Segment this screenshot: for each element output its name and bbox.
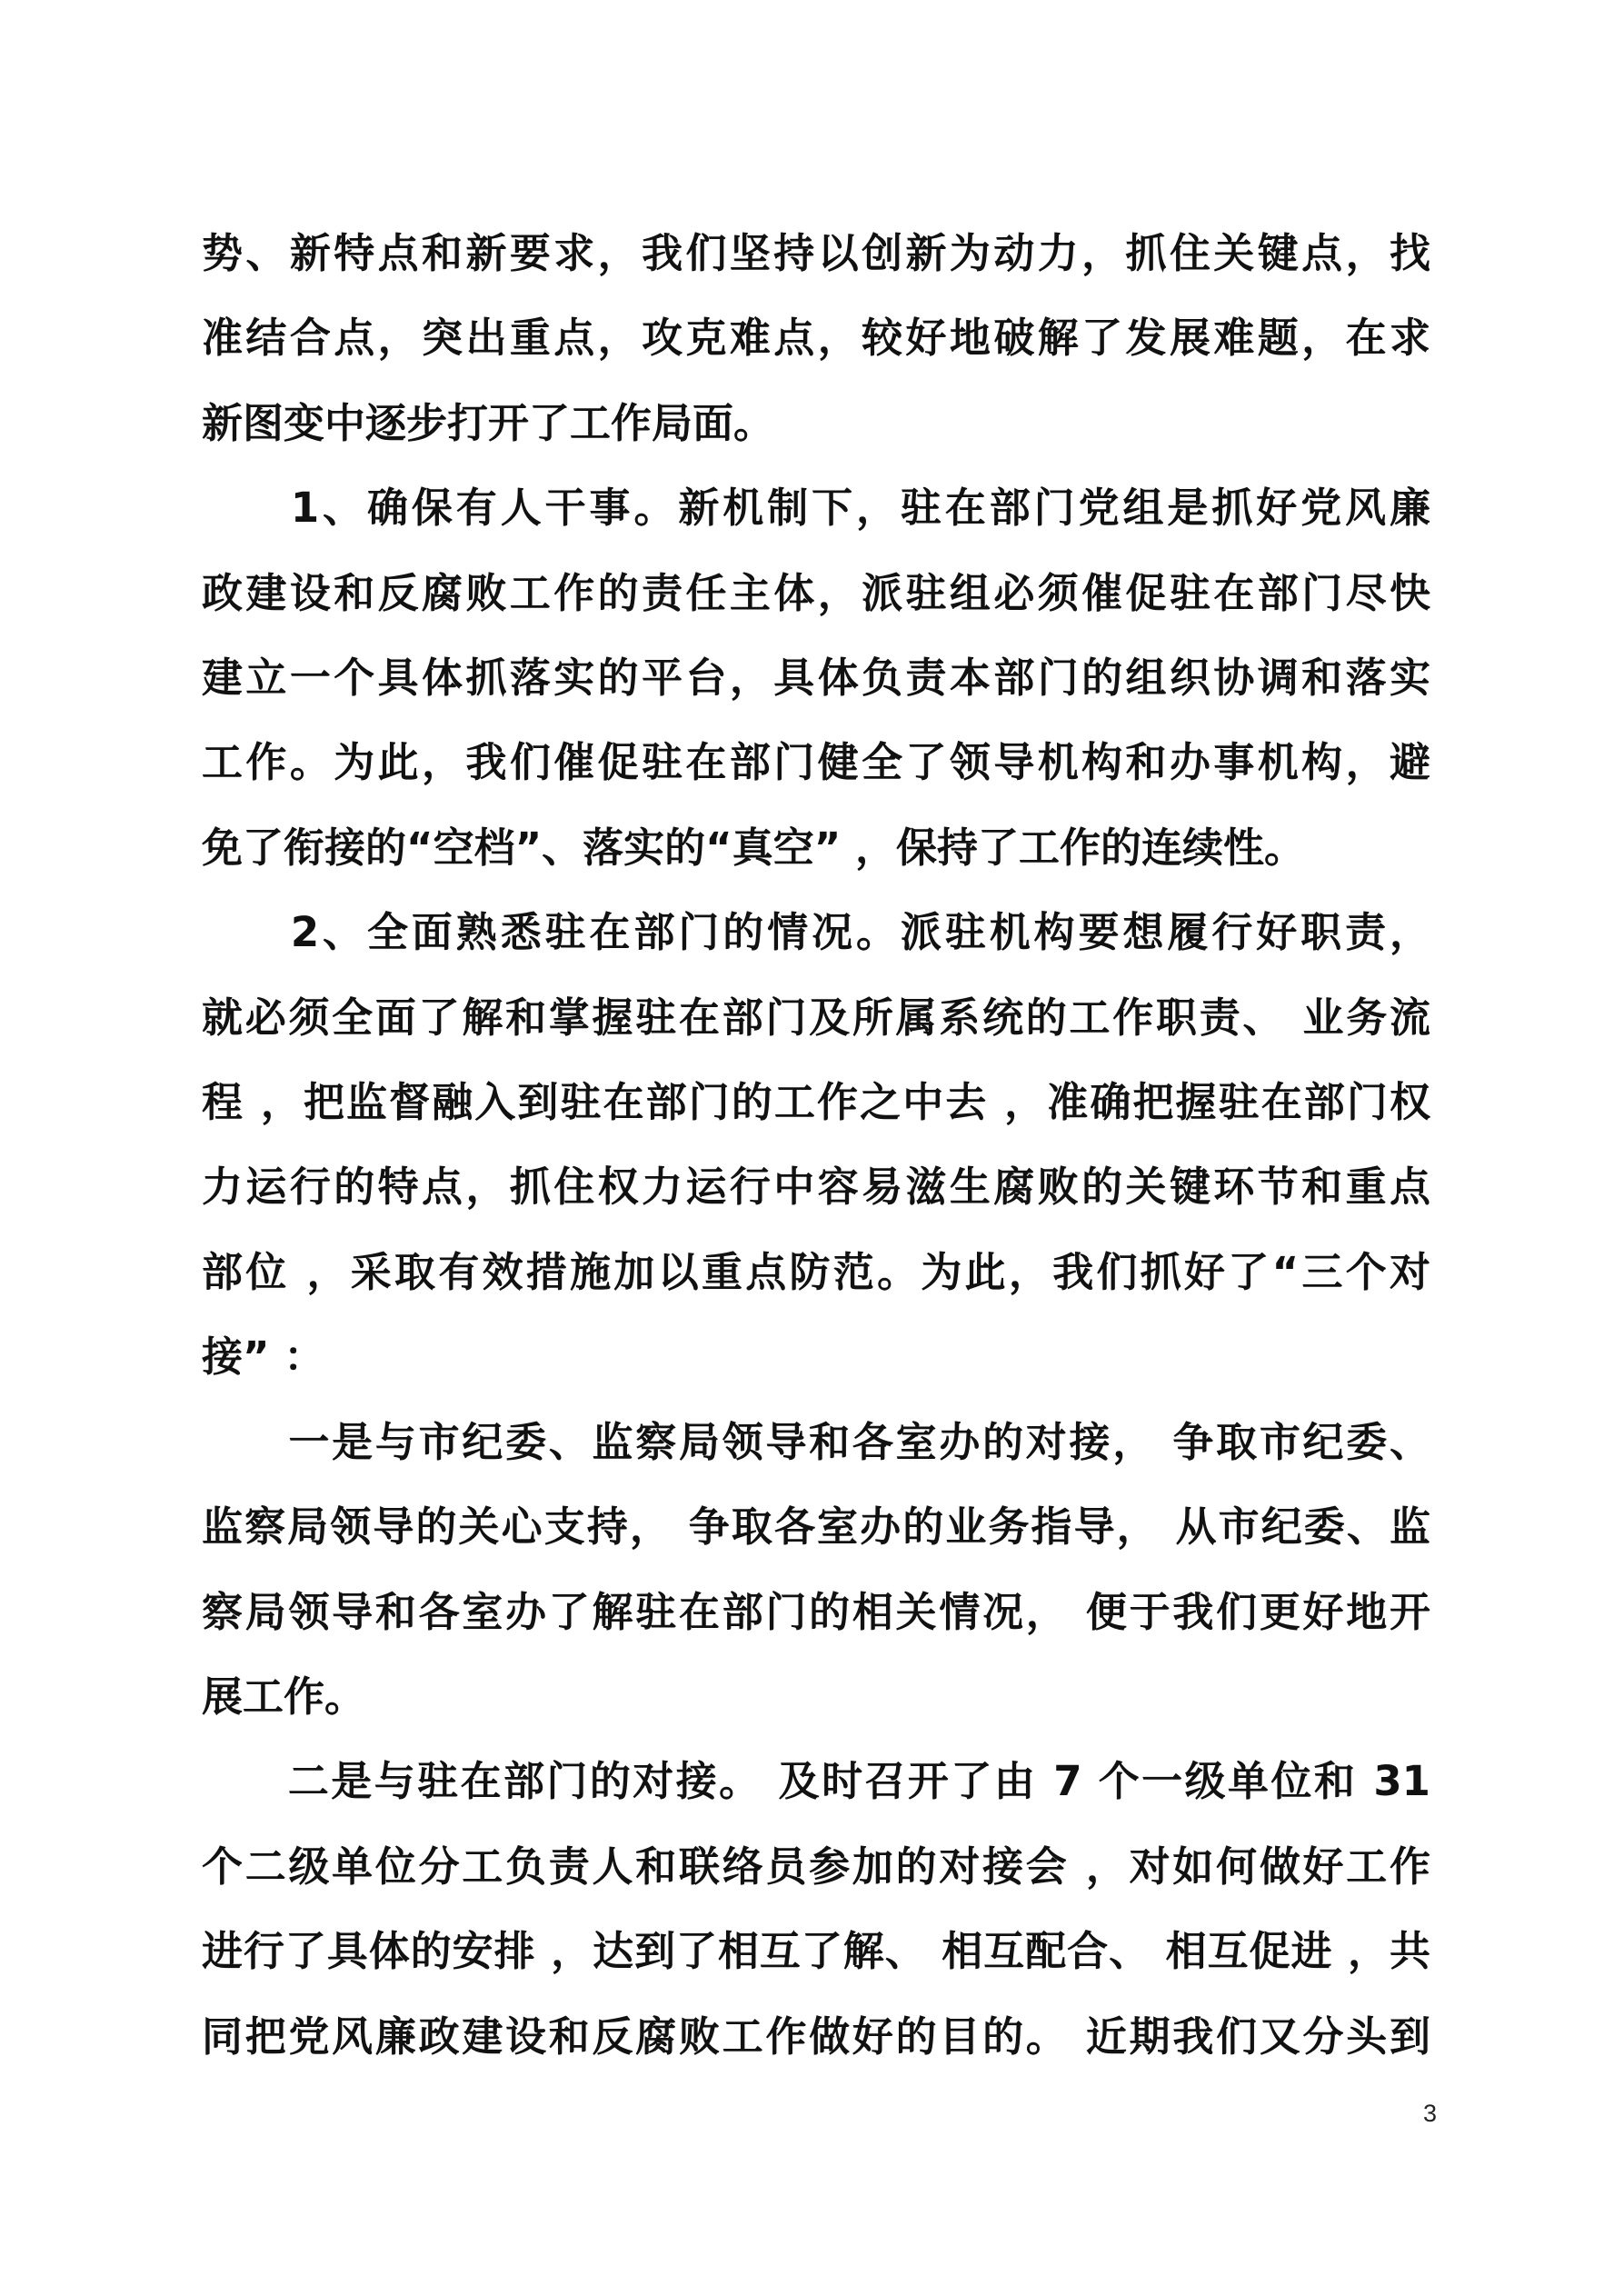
text-line: 工作。为此，我们催促驻在部门健全了领导机构和办事机构，避: [202, 738, 1430, 787]
text-line: 免了衔接的“空档”、落实的“真空” ，保持了工作的连续性。: [202, 823, 1305, 872]
text-line: 1、确保有人干事。新机制下，驻在部门党组是抓好党风廉: [202, 484, 1430, 533]
text-line: 势、新特点和新要求，我们坚持以创新为动力，抓住关键点，找: [202, 229, 1430, 277]
text-line: 部位 ，采取有效措施加以重点防范。为此，我们抓好了“三个对: [202, 1247, 1430, 1296]
text-line: 新图变中逐步打开了工作局面。: [202, 398, 775, 447]
text-line: 进行了具体的安排 ，达到了相互了解、 相互配合、 相互促进 ，共: [202, 1927, 1430, 1976]
body-text: [202, 211, 1430, 2079]
text-line: 一是与市纪委、监察局领导和各室办的对接， 争取市纪委、: [202, 1417, 1430, 1466]
paragraph-2: [202, 465, 1430, 890]
text-line: 2、全面熟悉驻在部门的情况。派驻机构要想履行好职责，: [202, 908, 1430, 957]
text-line: 建立一个具体抓落实的平台，具体负责本部门的组织协调和落实: [202, 654, 1430, 703]
text-line: 就必须全面了解和掌握驻在部门及所属系统的工作职责、 业务流: [202, 993, 1430, 1042]
paragraph-3: [202, 890, 1430, 1399]
text-line: 监察局领导的关心支持， 争取各室办的业务指导， 从市纪委、监: [202, 1502, 1430, 1552]
text-line: 接” ：: [202, 1333, 325, 1382]
text-line: 同把党风廉政建设和反腐败工作做好的目的。 近期我们又分头到: [202, 2011, 1430, 2061]
text-line: 展工作。: [202, 1672, 366, 1721]
text-line: 力运行的特点，抓住权力运行中容易滋生腐败的关键环节和重点: [202, 1163, 1430, 1212]
text-line: 准结合点，突出重点，攻克难点，较好地破解了发展难题，在求: [202, 314, 1430, 363]
text-line: 二是与驻在部门的对接。 及时召开了由 7 个一级单位和 31: [202, 1757, 1430, 1806]
text-line: 个二级单位分工负责人和联络员参加的对接会 ，对如何做好工作: [202, 1842, 1430, 1891]
text-line: 察局领导和各室办了解驻在部门的相关情况， 便于我们更好地开: [202, 1587, 1430, 1636]
text-line: 政建设和反腐败工作的责任主体，派驻组必须催促驻在部门尽快: [202, 568, 1430, 617]
paragraph-1: [202, 211, 1430, 465]
page-number: 3: [1422, 2100, 1437, 2127]
paragraph-4: [202, 1400, 1430, 1740]
paragraph-5: [202, 1739, 1430, 2079]
text-line: 程 ，把监督融入到驻在部门的工作之中去 ，准确把握驻在部门权: [202, 1078, 1430, 1127]
